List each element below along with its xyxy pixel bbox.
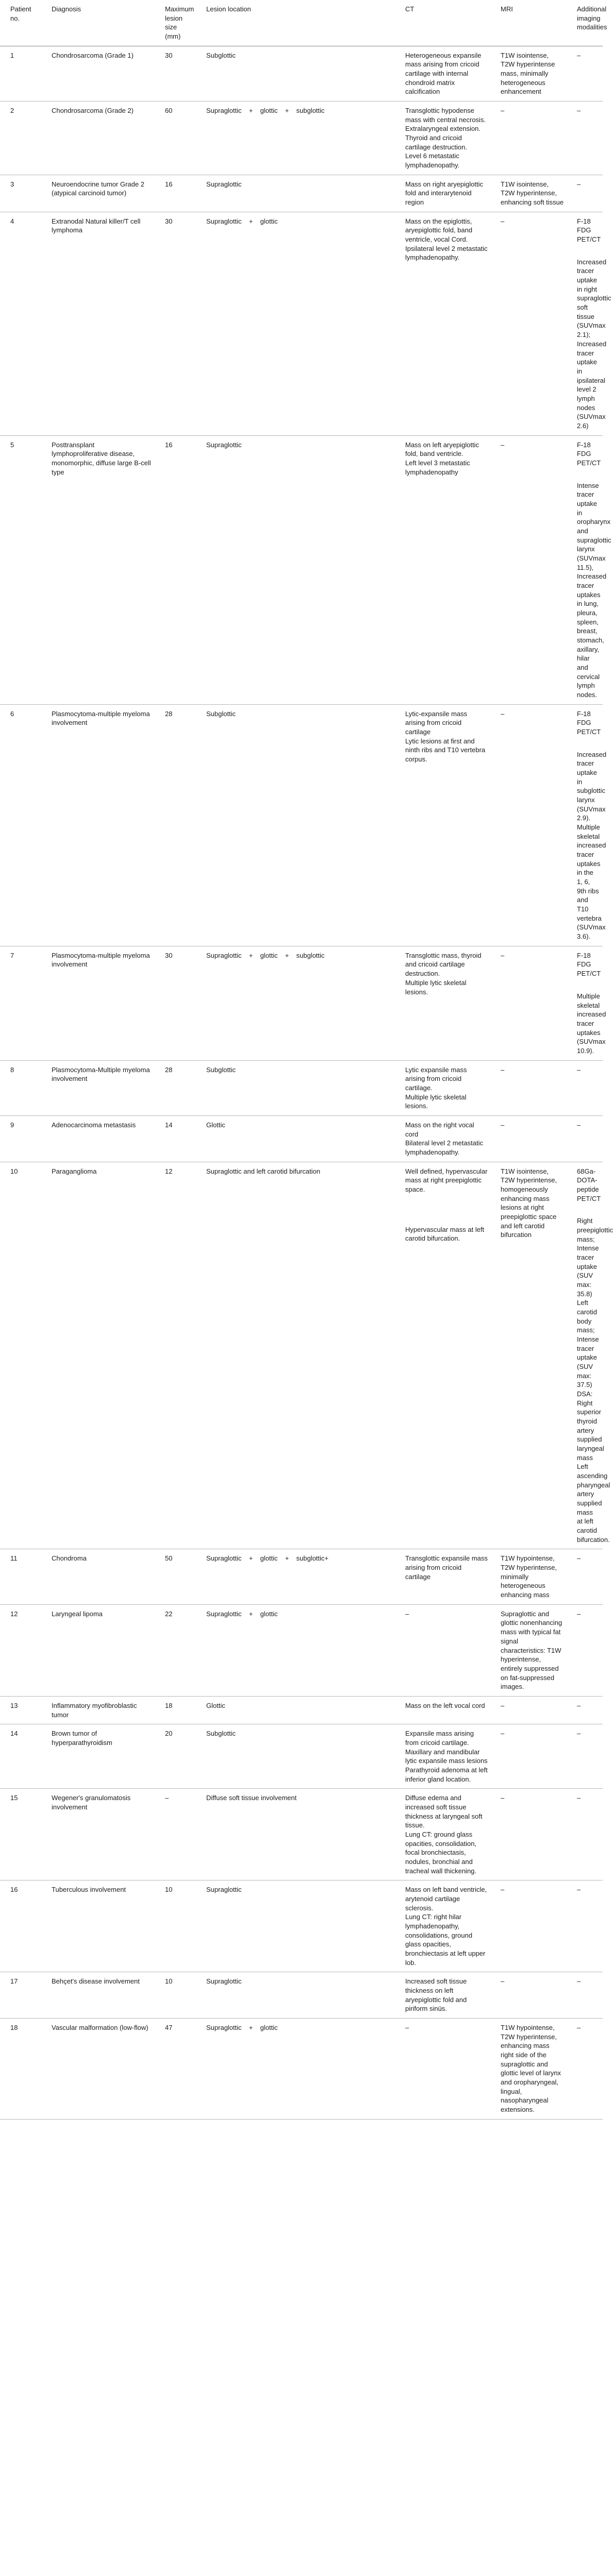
table-row xyxy=(0,435,603,704)
cell-patient-no: 9 xyxy=(0,1115,41,1162)
location-part: Supraglottic xyxy=(206,1609,242,1618)
cell-patient-no: 12 xyxy=(0,1604,41,1696)
cell-location xyxy=(196,46,395,101)
imaging-line: Left carotid body mass; Intense tracer uptake (SUV max: 37.5) xyxy=(577,1299,599,1389)
imaging-line: – xyxy=(577,1794,581,1802)
location-part: glottic xyxy=(260,107,278,115)
cell-mri: T1W isointense, T2W hyperintense, homogeneously enhancing mass lesions at right preepiglottic space and left carotid bifurcation xyxy=(490,1162,567,1549)
cell-patient-no: 10 xyxy=(0,1162,41,1549)
cell-mri: – xyxy=(490,704,567,946)
cell-ct xyxy=(395,2019,490,2120)
cell-ct xyxy=(395,946,490,1060)
location-part: subglottic xyxy=(296,951,325,959)
plus-separator: + xyxy=(248,107,253,115)
cell-mri: – xyxy=(490,101,567,175)
imaging-line: F-18 FDG PET/CT xyxy=(577,440,601,467)
cell-mri: Supraglottic and glottic nonenhancing mass with typical fat signal characteristics: T1W hyperintense, entirely suppressed on fat-suppressed images. xyxy=(490,1604,567,1696)
ct-finding: Transglottic expansile mass arising from cricoid cartilage xyxy=(405,1554,488,1581)
imaging-line: – xyxy=(577,1609,581,1618)
ct-finding: Mass on left aryepiglottic fold, band ventricle. xyxy=(405,440,479,458)
ct-finding: Level 6 metastatic lymphadenopathy. xyxy=(405,152,460,170)
ct-finding: Heterogeneous expansile mass arising from cricoid cartilage with internal chondroid matrix calcification xyxy=(405,51,482,96)
cell-patient-no: 8 xyxy=(0,1060,41,1115)
ct-finding: Ipsilateral level 2 metastatic lymphadenopathy. xyxy=(405,244,488,262)
imaging-line xyxy=(577,244,600,258)
cell-diagnosis: Plasmocytoma-multiple myeloma involvement xyxy=(41,946,155,1060)
ct-finding: Mass on the right vocal cord xyxy=(405,1121,474,1138)
cell-location xyxy=(196,435,395,704)
cell-location xyxy=(196,1880,395,1972)
table-row xyxy=(0,1972,603,2019)
cell-additional xyxy=(567,1880,603,1972)
cell-location xyxy=(196,212,395,435)
imaging-line: – xyxy=(577,1065,581,1074)
cell-patient-no: 4 xyxy=(0,212,41,435)
imaging-line: – xyxy=(577,1886,581,1894)
cell-ct xyxy=(395,1696,490,1724)
location-part: glottic xyxy=(260,1609,278,1618)
cell-location xyxy=(196,2019,395,2120)
cell-mri: – xyxy=(490,212,567,435)
table-row xyxy=(0,46,603,101)
imaging-line: – xyxy=(577,2024,581,2032)
cell-patient-no: 13 xyxy=(0,1696,41,1724)
table-row xyxy=(0,212,603,435)
plus-separator: + xyxy=(285,1554,289,1563)
cell-additional xyxy=(567,1696,603,1724)
plus-separator: + xyxy=(248,1554,253,1563)
cell-additional xyxy=(567,1115,603,1162)
ct-finding: Thyroid and cricoid cartilage destruction. xyxy=(405,134,467,151)
location-part: glottic xyxy=(260,951,278,959)
table-row xyxy=(0,1162,603,1549)
ct-finding: Well defined, hypervascular mass at right preepiglottic space. xyxy=(405,1167,488,1193)
table-row xyxy=(0,175,603,212)
cell-location xyxy=(196,1972,395,2019)
table-row xyxy=(0,1880,603,1972)
cell-additional xyxy=(567,1060,603,1115)
cell-location xyxy=(196,101,395,175)
location-part: Supraglottic xyxy=(206,217,242,225)
cell-mri: – xyxy=(490,1696,567,1724)
cell-ct xyxy=(395,1724,490,1789)
cell-ct xyxy=(395,1972,490,2019)
ct-finding: Lytic-expansile mass arising from cricoid cartilage xyxy=(405,709,468,736)
ct-finding: Mass on left band ventricle, arytenoid cartilage sclerosis. xyxy=(405,1886,487,1912)
cell-diagnosis: Chondrosarcoma (Grade 2) xyxy=(41,101,155,175)
cell-additional xyxy=(567,946,606,1060)
imaging-line: F-18 FDG PET/CT xyxy=(577,951,601,978)
cell-location xyxy=(196,175,395,212)
cell-additional xyxy=(567,1789,603,1880)
cell-additional xyxy=(567,1972,603,2019)
cell-ct xyxy=(395,1115,490,1162)
header-patient-no: Patient no. xyxy=(0,0,41,46)
cell-max-size: 28 xyxy=(155,1060,196,1115)
location-part: Supraglottic xyxy=(206,440,242,449)
ct-finding: – xyxy=(405,2024,409,2032)
cell-patient-no: 11 xyxy=(0,1549,41,1604)
cell-additional xyxy=(567,1162,613,1549)
location-part: glottic xyxy=(260,217,278,225)
cell-diagnosis: Posttransplant lymphoproliferative disease, monomorphic, diffuse large B-cell type xyxy=(41,435,155,704)
ct-finding: Transglottic hypodense mass with central necrosis. xyxy=(405,107,486,124)
cell-max-size: 20 xyxy=(155,1724,196,1789)
cell-mri: – xyxy=(490,1789,567,1880)
ct-finding: Maxillary and mandibular lytic expansile mass lesions xyxy=(405,1748,488,1765)
cell-additional xyxy=(567,435,611,704)
ct-finding: Mass on the left vocal cord xyxy=(405,1701,485,1709)
imaging-line: – xyxy=(577,1977,581,1986)
location-part: Glottic xyxy=(206,1121,225,1129)
cell-patient-no: 5 xyxy=(0,435,41,704)
cell-ct xyxy=(395,1604,490,1696)
cell-patient-no: 7 xyxy=(0,946,41,1060)
cell-additional xyxy=(567,46,603,101)
ct-finding: Parathyroid adenoma at left inferior gland location. xyxy=(405,1766,488,1783)
cell-location xyxy=(196,1724,395,1789)
cell-patient-no: 6 xyxy=(0,704,41,946)
ct-finding: Expansile mass arising from cricoid cartilage. xyxy=(405,1730,474,1747)
imaging-line: F-18 FDG PET/CT xyxy=(577,709,601,736)
cell-patient-no: 14 xyxy=(0,1724,41,1789)
cell-patient-no: 18 xyxy=(0,2019,41,2120)
cell-additional xyxy=(567,101,603,175)
cell-patient-no: 17 xyxy=(0,1972,41,2019)
table-row xyxy=(0,1549,603,1604)
cell-ct xyxy=(395,435,490,704)
imaging-line: – xyxy=(577,180,581,188)
table-row xyxy=(0,704,603,946)
imaging-line: Intense tracer uptake in oropharynx and supraglottic larynx (SUVmax 11.5), xyxy=(577,481,611,571)
imaging-line: – xyxy=(577,51,581,59)
cell-mri: – xyxy=(490,1880,567,1972)
cell-ct xyxy=(395,101,490,175)
ct-finding: Multiple lytic skeletal lesions. xyxy=(405,978,467,996)
plus-separator: + xyxy=(285,107,289,115)
cell-location xyxy=(196,704,395,946)
cell-mri: T1W hypointense, T2W hyperintense, minimally heterogeneous enhancing mass xyxy=(490,1549,567,1604)
cell-patient-no: 16 xyxy=(0,1880,41,1972)
location-part: Supraglottic xyxy=(206,951,242,959)
cell-location xyxy=(196,1060,395,1115)
imaging-line: Increased tracer uptake in ipsilateral level 2 lymph nodes (SUVmax 2.6) xyxy=(577,340,607,430)
cell-mri: – xyxy=(490,1060,567,1115)
plus-separator: + xyxy=(285,951,289,959)
cell-additional xyxy=(567,1724,603,1789)
cell-ct xyxy=(395,1162,490,1549)
imaging-line: Right preepiglottic mass; Intense tracer uptake (SUV max: 35.8) xyxy=(577,1217,613,1298)
cell-location xyxy=(196,1549,395,1604)
location-part: glottic xyxy=(260,1554,278,1563)
cell-max-size: 10 xyxy=(155,1880,196,1972)
cell-diagnosis: Plasmocytoma-multiple myeloma involvement xyxy=(41,704,155,946)
cell-diagnosis: Plasmocytoma-Multiple myeloma involvement xyxy=(41,1060,155,1115)
header-max-size: Maximum lesion size (mm) xyxy=(155,0,196,46)
cell-max-size: 47 xyxy=(155,2019,196,2120)
cell-mri: T1W isointense, T2W hyperintense, enhancing soft tissue xyxy=(490,175,567,212)
cell-diagnosis: Neuroendocrine tumor Grade 2 (atypical carcinoid tumor) xyxy=(41,175,155,212)
imaging-line xyxy=(577,1203,600,1216)
cell-max-size: 16 xyxy=(155,435,196,704)
ct-finding: Diffuse edema and increased soft tissue thickness at laryngeal soft tissue. xyxy=(405,1794,483,1829)
header-additional: Additional imaging modalities xyxy=(567,0,603,46)
imaging-line xyxy=(577,468,600,481)
ct-finding: Extralaryngeal extension. xyxy=(405,125,481,133)
cell-max-size: 30 xyxy=(155,946,196,1060)
imaging-line: F-18 FDG PET/CT xyxy=(577,217,601,244)
ct-finding: Lung CT: ground glass opacities, consolidation, focal bronchiectasis, nodules, bronchial and tracheal wall thickening. xyxy=(405,1830,477,1875)
location-part: Supraglottic xyxy=(206,180,242,188)
cell-additional xyxy=(567,1549,603,1604)
imaging-line: Increased tracer uptake in right supraglottic soft tissue (SUVmax 2.1); xyxy=(577,258,611,339)
cell-diagnosis: Tuberculous involvement xyxy=(41,1880,155,1972)
cell-additional xyxy=(567,1604,603,1696)
location-part: Diffuse soft tissue involvement xyxy=(206,1794,297,1802)
table-row xyxy=(0,2019,603,2120)
imaging-line: Right superior thyroid artery supplied laryngeal mass xyxy=(577,1399,604,1462)
imaging-line: – xyxy=(577,1554,581,1563)
cell-mri: T1W isointense, T2W hyperintense mass, minimally heterogeneous enhancement xyxy=(490,46,567,101)
location-part: Supraglottic xyxy=(206,107,242,115)
ct-finding: Left level 3 metastatic lymphadenopathy xyxy=(405,459,470,476)
location-part: Subglottic xyxy=(206,1065,236,1074)
cell-location xyxy=(196,1604,395,1696)
imaging-line: Increased tracer uptakes in lung, pleura, spleen, breast, stomach, axillary, hilar and cervical lymph nodes. xyxy=(577,572,607,699)
cell-additional xyxy=(567,212,611,435)
cell-patient-no: 1 xyxy=(0,46,41,101)
cell-ct xyxy=(395,1060,490,1115)
imaging-line: – xyxy=(577,1730,581,1738)
cell-diagnosis: Extranodal Natural killer/T cell lymphoma xyxy=(41,212,155,435)
table-row xyxy=(0,1696,603,1724)
cell-diagnosis: Paraganglioma xyxy=(41,1162,155,1549)
cell-diagnosis: Laryngeal lipoma xyxy=(41,1604,155,1696)
table-body xyxy=(0,46,613,2119)
cell-max-size: 22 xyxy=(155,1604,196,1696)
cell-ct xyxy=(395,1789,490,1880)
imaging-line xyxy=(577,737,600,750)
ct-finding: Bilateral level 2 metastatic lymphadenopathy. xyxy=(405,1139,484,1156)
cell-patient-no: 2 xyxy=(0,101,41,175)
plus-separator: + xyxy=(248,1609,253,1618)
cell-diagnosis: Brown tumor of hyperparathyroidism xyxy=(41,1724,155,1789)
location-part: Supraglottic xyxy=(206,1886,242,1894)
ct-finding: Mass on right aryepiglottic fold and interarytenoid region xyxy=(405,180,484,207)
plus-separator: + xyxy=(248,951,253,959)
ct-finding: Hypervascular mass at left carotid bifurcation. xyxy=(405,1225,485,1243)
location-part: Supraglottic xyxy=(206,2024,242,2032)
cell-location xyxy=(196,1789,395,1880)
imaging-line xyxy=(577,978,600,992)
cell-max-size: 16 xyxy=(155,175,196,212)
cell-patient-no: 3 xyxy=(0,175,41,212)
imaging-line: – xyxy=(577,1701,581,1709)
cell-diagnosis: Chondrosarcoma (Grade 1) xyxy=(41,46,155,101)
ct-finding: Mass on the epiglottis, aryepiglottic fold, band ventricle, vocal Cord. xyxy=(405,217,473,244)
location-part: subglottic+ xyxy=(296,1554,329,1563)
cell-max-size: 12 xyxy=(155,1162,196,1549)
cell-max-size: 30 xyxy=(155,212,196,435)
cell-ct xyxy=(395,1880,490,1972)
location-part: Supraglottic xyxy=(206,1977,242,1986)
cell-diagnosis: Vascular malformation (low-flow) xyxy=(41,2019,155,2120)
ct-finding: – xyxy=(405,1609,409,1618)
cell-diagnosis: Adenocarcinoma metastasis xyxy=(41,1115,155,1162)
ct-finding: Multiple lytic skeletal lesions. xyxy=(405,1093,467,1110)
location-part: Supraglottic xyxy=(206,1554,242,1563)
location-part: glottic xyxy=(260,2024,278,2032)
cell-diagnosis: Wegener's granulomatosis involvement xyxy=(41,1789,155,1880)
cell-diagnosis: Behçet's disease involvement xyxy=(41,1972,155,2019)
plus-separator: + xyxy=(248,2024,253,2032)
cell-max-size: 14 xyxy=(155,1115,196,1162)
cell-patient-no: 15 xyxy=(0,1789,41,1880)
cell-mri: – xyxy=(490,1115,567,1162)
location-part: subglottic xyxy=(296,107,325,115)
imaging-line: – xyxy=(577,1121,581,1129)
cell-diagnosis: Chondroma xyxy=(41,1549,155,1604)
plus-separator: + xyxy=(248,217,253,225)
location-part: Supraglottic and left carotid bifurcation xyxy=(206,1167,321,1175)
cell-mri: – xyxy=(490,946,567,1060)
table-row xyxy=(0,1604,603,1696)
location-part: Subglottic xyxy=(206,51,236,59)
cell-diagnosis: Inflammatory myofibroblastic tumor xyxy=(41,1696,155,1724)
imaging-line: Multiple skeletal increased tracer uptakes (SUVmax 10.9). xyxy=(577,992,606,1055)
imaging-line: – xyxy=(577,107,581,115)
cell-max-size: 10 xyxy=(155,1972,196,2019)
cell-additional xyxy=(567,704,607,946)
cell-ct xyxy=(395,1549,490,1604)
cell-additional xyxy=(567,175,603,212)
table-row xyxy=(0,1115,603,1162)
cell-location xyxy=(196,1162,395,1549)
cell-ct xyxy=(395,212,490,435)
cell-location xyxy=(196,1696,395,1724)
header-location: Lesion location xyxy=(196,0,395,46)
cell-ct xyxy=(395,175,490,212)
cell-max-size: – xyxy=(155,1789,196,1880)
ct-finding: Lung CT: right hilar lymphadenopathy, consolidations, ground glass opacities, bronchiectasis at left upper lob. xyxy=(405,1913,486,1967)
ct-finding: Increased soft tissue thickness on left aryepiglottic fold and piriform sinüs. xyxy=(405,1977,467,2013)
table-row xyxy=(0,1060,603,1115)
header-mri: MRI xyxy=(490,0,567,46)
cell-max-size: 30 xyxy=(155,46,196,101)
table-row xyxy=(0,1789,603,1880)
cell-mri: T1W hypointense, T2W hyperintense, enhancing mass right side of the supraglottic and glottic level of larynx and oropharyngeal, lingual, nasopharyngeal extensions. xyxy=(490,2019,567,2120)
header-diagnosis: Diagnosis xyxy=(41,0,155,46)
cell-ct xyxy=(395,46,490,101)
cell-ct xyxy=(395,704,490,946)
location-part: Glottic xyxy=(206,1701,225,1709)
cell-mri: – xyxy=(490,1724,567,1789)
imaging-line: DSA: xyxy=(577,1390,593,1398)
ct-finding: Transglottic mass, thyroid and cricoid cartilage destruction. xyxy=(405,951,482,978)
imaging-line: 68Ga-DOTA-peptide PET/CT xyxy=(577,1167,601,1202)
location-part: Subglottic xyxy=(206,1730,236,1738)
cell-location xyxy=(196,946,395,1060)
ct-finding: Lytic expansile mass arising from cricoid cartilage. xyxy=(405,1065,467,1092)
cell-max-size: 50 xyxy=(155,1549,196,1604)
cell-additional xyxy=(567,2019,603,2120)
header-row xyxy=(0,0,603,46)
cell-max-size: 60 xyxy=(155,101,196,175)
cell-mri: – xyxy=(490,1972,567,2019)
table-row xyxy=(0,101,603,175)
cell-location xyxy=(196,1115,395,1162)
cell-max-size: 28 xyxy=(155,704,196,946)
imaging-line: Multiple skeletal increased tracer uptakes in the 1, 6, 9th ribs and T10 vertebra (SUVmax 3.6). xyxy=(577,823,606,941)
location-part: Subglottic xyxy=(206,709,236,718)
imaging-line: Increased tracer uptake in subglottic larynx (SUVmax 2.9). xyxy=(577,750,607,822)
ct-finding: Lytic lesions at first and ninth ribs and T10 vertebra corpus. xyxy=(405,737,486,764)
cell-mri: – xyxy=(490,435,567,704)
table-row xyxy=(0,946,603,1060)
table-row xyxy=(0,1724,603,1789)
cell-max-size: 18 xyxy=(155,1696,196,1724)
imaging-line: Left ascending pharyngeal artery supplied mass at left carotid bifurcation. xyxy=(577,1463,610,1544)
header-ct: CT xyxy=(395,0,490,46)
